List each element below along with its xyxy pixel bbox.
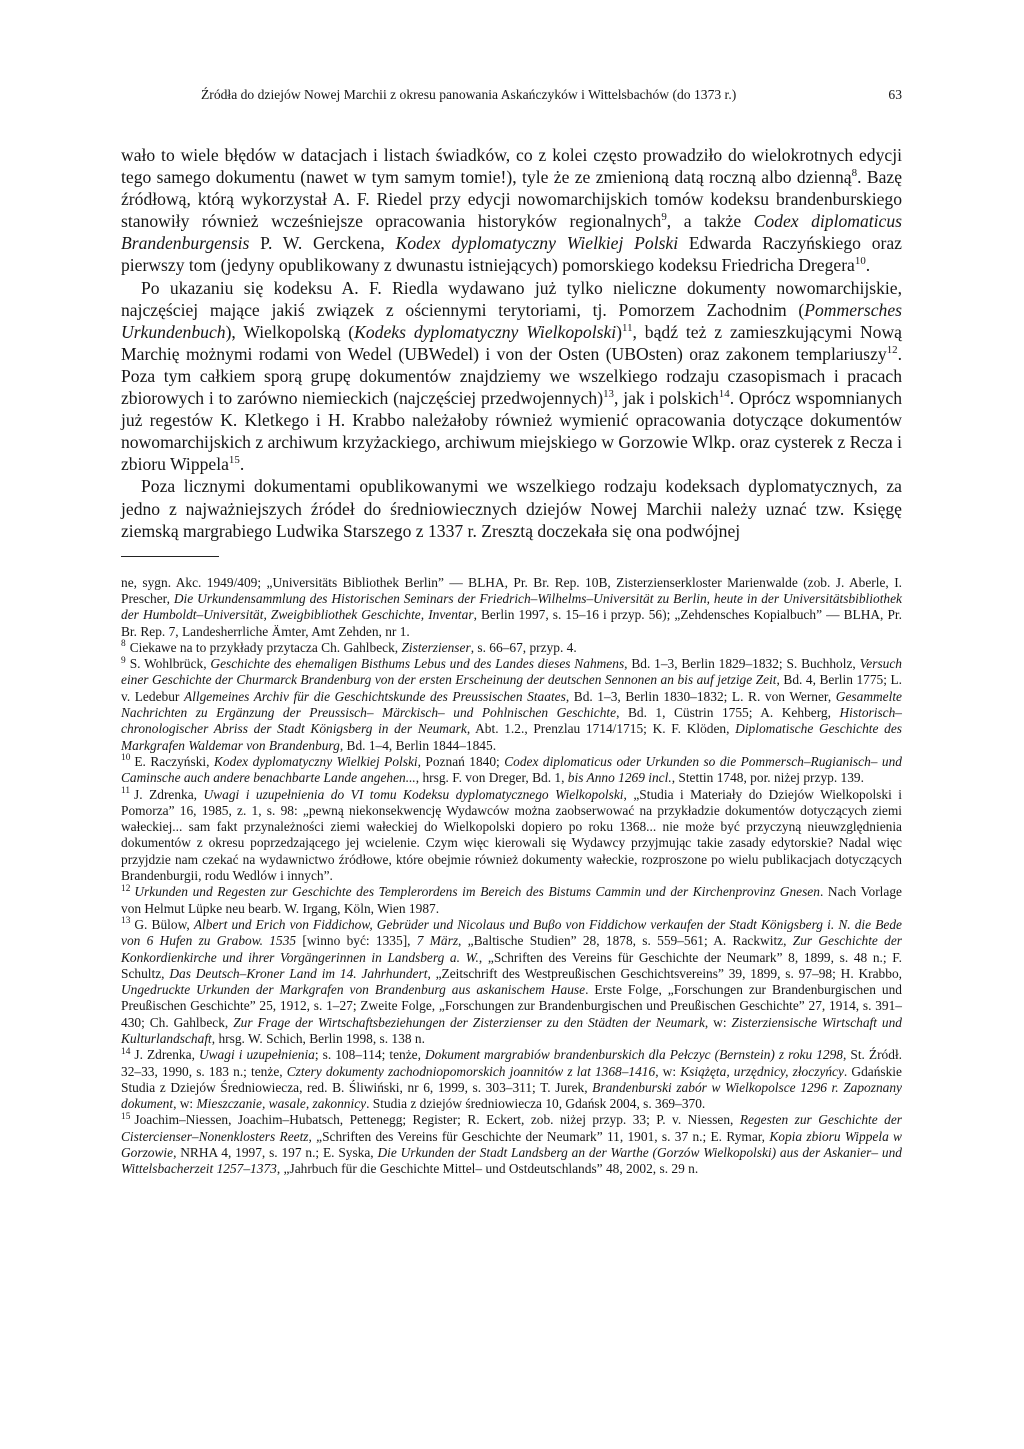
main-text xyxy=(121,144,902,542)
footnote-text: ne, sygn. Akc. 1949/409; „Universitäts Bibliothek Berlin” — BLHA, Pr. Br. Rep. 10B, Zisterzienserkloster Marienwalde (zob. J. Aberle, I. Prescher, Die Urkundensammlung des Historischen Seminars der Friedrich–Wilhelms–Universität zu Berlin, heute in der Universitätsbibliothek der Humboldt–Universität, Zweigbibliothek Geschichte, Inventar, Berlin 1997, s. 15–16 i przyp. 56); „Zehdensches Kopialbuch” — BLHA, Pr. Br. Rep. 7, Landesherrliche Ämter, Amt Zehden, nr 1. xyxy=(121,574,902,639)
footnote-text: S. Wohlbrück, Geschichte des ehemaligen Bisthums Lebus und des Landes dieses Nahmens, Bd. 1–3, Berlin 1829–1832; S. Buchholz, Versuch einer Geschichte der Churmarck Brandenburg von der ersten Erscheinung der deutschen Sennonen an bis auf jetzige Zeit, Bd. 4, Berlin 1775; L. v. Ledebur Allgemeines Archiv für die Geschichtskunde des Preussischen Staates, Bd. 1–3, Berlin 1830–1832; L. R. von Werner, Gesammelte Nachrichten zu Ergänzung der Preussisch– Märckisch– und Pohlnischen Geschichte, Bd. 1, Cüstrin 1755; A. Kehberg, Historisch–chronologischer Abriss der Stadt Königsberg in der Neumark, Abt. 1.2., Prenzlau 1714/1715; K. F. Klöden, Diplomatische Geschichte des Markgrafen Waldemar von Brandenburg, Bd. 1–4, Berlin 1844–1845. xyxy=(121,656,902,753)
document-page xyxy=(121,80,902,1178)
footnote-text: G. Bülow, Albert und Erich von Fiddichow, Gebrüder und Nicolaus und Buβo von Fiddichow verkaufen der Stadt Königsberg i. N. die Bede von 6 Hufen zu Grabow. 1535 [winno być: 1335], 7 März, „Baltische Studien” 28, 1878, s. 559–561; A. Rackwitz, Zur Geschichte der Konkordienkirche und ihrer Vorgängerinnen in Landsberg a. W., „Schriften des Vereins für Geschichte der Neumark” 8, 1899, s. 48 n.; F. Schultz, Das Deutsch–Kroner Land im 14. Jahrhundert, „Zeitschrift des Westpreußischen Geschichtsvereins” 39, 1899, s. 97–98; H. Krabbo, Ungedruckte Urkunden der Markgrafen von Brandenburg aus askanischem Hause. Erste Folge, „Forschungen zur Brandenburgischen und Preußischen Geschichte” 25, 1912, s. 1–27; Zweite Folge, „Forschungen zur Brandenburgischen und Preußischen Geschichte” 27, 1914, s. 391–430; Ch. Gahlbeck, Zur Frage der Wirtschaftsbeziehungen der Zisterzienser zu den Städten der Neumark, w: Zisterziensische Wirtschaft und Kulturlandschaft, hrsg. W. Schich, Berlin 1998, s. 138 n. xyxy=(121,916,902,1046)
footnote-text: E. Raczyński, Kodex dyplomatyczny Wielkiej Polski, Poznań 1840; Codex diplomaticus oder Urkunden so die Pommersch–Rugianisch– und Caminsche auch andere benachbarte Lande angehen..., hrsg. F. von Dreger, Bd. 1, bis Anno 1269 incl., Stettin 1748, por. niżej przyp. 139. xyxy=(121,753,903,786)
footnote-14 xyxy=(121,1047,902,1112)
footnote-9 xyxy=(121,656,902,754)
running-title: Źródła do dziejów Nowej Marchii z okresu panowania Askańczyków i Wittelsbachów (do 1373 r.) xyxy=(201,87,737,102)
footnote-text: J. Zdrenka, Uwagi i uzupełnienia do VI tomu Kodeksu dyplomatycznego Wielkopolski, „Studia i Materiały do Dziejów Wielkopolski i Pomorza” 16, 1985, z. 1, s. 98: „pewną niekonsekwencję Wydawców można zaobserwować na przykładzie dokumentów dotyczących ziemi wałeckiej... sam fakt przynależności ziemi wałeckiej do Wielkopolski dopiero po roku 1368... nie może być przyczyną nieuwzględnienia dokumentów z okresu poprzedzającego jej wcielenie. Czym więc kierowali się Wydawcy przyjmując takie zasady edytorskie? Nadal więc przyjdzie nam czekać na wydawnictwo źródłowe, które obejmie również dokumenty wałeckie, rozproszone po wielu publikacjach dotyczących Brandenburgii, rodu Wedlów i innych”. xyxy=(121,786,902,884)
footnote-15 xyxy=(121,1112,902,1177)
footnote-number: 11 xyxy=(121,786,131,797)
footnote-number: 8 xyxy=(121,639,126,650)
footnote-text: J. Zdrenka, Uwagi i uzupełnienia; s. 108–114; tenże, Dokument margrabiów brandenburskich dla Pełczyc (Bernstein) z roku 1298, St. Źródł. 32–33, 1990, s. 183 n.; tenże, Cztery dokumenty zachodniopomorskich joannitów z lat 1368–1416, w: Książęta, urzędnicy, złoczyńcy. Gdańskie Studia z Dziejów Średniowiecza, red. B. Śliwiński, nr 6, 1999, s. 303–311; T. Jurek, Brandenburski zabór w Wielkopolsce 1296 r. Zapoznany dokument, w: Mieszczanie, wasale, zakonnicy. Studia z dziejów średniowiecza 10, Gdańsk 2004, s. 369–370. xyxy=(121,1047,903,1112)
page-number: 63 xyxy=(888,87,902,102)
footnote-number: 10 xyxy=(121,753,131,764)
footnote-text: Urkunden und Regesten zur Geschichte des Templerordens im Bereich des Bistums Cammin und der Kirchenprovinz Gnesen. Nach Vorlage von Helmut Lüpke neu bearb. W. Irgang, Köln, Wien 1987. xyxy=(121,884,902,916)
body-paragraph: wało to wiele błędów w datacjach i listach świadków, co z kolei często prowadziło do wielokrotnych edycji tego samego dokumentu (nawet w tym samym tomie!), tyle że ze zmienioną datą roczną albo dzienną$^8$. Bazę źródłową, którą wykorzystał A. F. Riedel przy edycji nowomarchijskich tomów kodeksu brandenburskiego stanowiły również wcześniejsze opracowania historyków regionalnych$^9$, a także Codex diplomaticus Brandenburgensis P. W. Gerckena, Kodex dyplomatyczny Wielkiej Polski Edwarda Raczyńskiego oraz pierwszy tom (jedyny opublikowany z dwunastu istniejących) pomorskiego kodeksu Friedricha Dregera$^{10}$. xyxy=(121,145,902,276)
footnote-text: Ciekawe na to przykłady przytacza Ch. Gahlbeck, Zisterzienser, s. 66–67, przyp. 4. xyxy=(129,639,577,655)
footnote-number: 15 xyxy=(121,1112,131,1123)
footnote-number: 13 xyxy=(121,916,131,927)
running-header xyxy=(121,80,902,110)
footnote-number: 12 xyxy=(121,883,131,894)
footnote-text: Joachim–Niessen, Joachim–Hubatsch, Pettenegg; Register; R. Eckert, zob. niżej przyp. 33; P. v. Niessen, Regesten zur Geschichte der Cistercienser–Nonenklosters Reetz, „Schriften des Vereins für Geschichte der Neumark” 11, 1901, s. 37 n.; E. Rymar, Kopia zbioru Wippela w Gorzowie, NRHA 4, 1997, s. 197 n.; E. Syska, Die Urkunden der Stadt Landsberg an der Warthe (Gorzów Wielkopolski) aus der Askanier– und Wittelsbacherzeit 1257–1373, „Jahrbuch für die Geschichte Mittel– und Ostdeutschlands” 48, 2002, s. 29 n. xyxy=(121,1112,902,1177)
footnote-8 xyxy=(121,640,902,656)
body-paragraph: Po ukazaniu się kodeksu A. F. Riedla wydawano już tylko nieliczne dokumenty nowomarchijskie, najczęściej mające jakiś związek z ościennymi terytoriami, tj. Pomorzem Zachodnim (Pommersches Urkundenbuch), Wielkopolską (Kodeks dyplomatyczny Wielkopolski)$^{11}$, bądź też z zamieszkującymi Nową Marchię możnymi rodami von Wedel (UBWedel) i von der Osten (UBOsten) oraz zakonem templariuszy$^{12}$. Poza tym całkiem sporą grupę dokumentów znajdziemy we wszelkiego rodzaju czasopismach i pracach zbiorowych i to zarówno niemieckich (najczęściej przedwojennych)$^{13}$, jak i polskich$^{14}$. Oprócz wspomnianych już regestów K. Kletkego i H. Krabbo należałoby również wymienić opracowania dotyczące dokumentów nowomarchijskich z archiwum krzyżackiego, archiwum miejskiego w Gorzowie Wlkp. oraz cysterek z Recza i zbioru Wippela$^{15}$. xyxy=(121,277,902,475)
footnote-11 xyxy=(121,787,902,885)
footnote-number: 14 xyxy=(121,1046,131,1057)
footnotes xyxy=(121,575,902,1178)
footnote-separator xyxy=(121,556,219,557)
footnote-number: 9 xyxy=(121,655,126,666)
footnote-continuation xyxy=(121,575,902,640)
footnote-10 xyxy=(121,754,902,787)
footnote-12 xyxy=(121,884,902,917)
footnote-13 xyxy=(121,917,902,1047)
body-paragraph: Poza licznymi dokumentami opublikowanymi we wszelkiego rodzaju kodeksach dyplomatycznych, za jedno z najważniejszych źródeł do średniowiecznych dziejów Nowej Marchii należy uznać tzw. Księgę ziemską margrabiego Ludwika Starszego z 1337 r. Zresztą doczekała się ona podwójnej xyxy=(121,476,902,541)
